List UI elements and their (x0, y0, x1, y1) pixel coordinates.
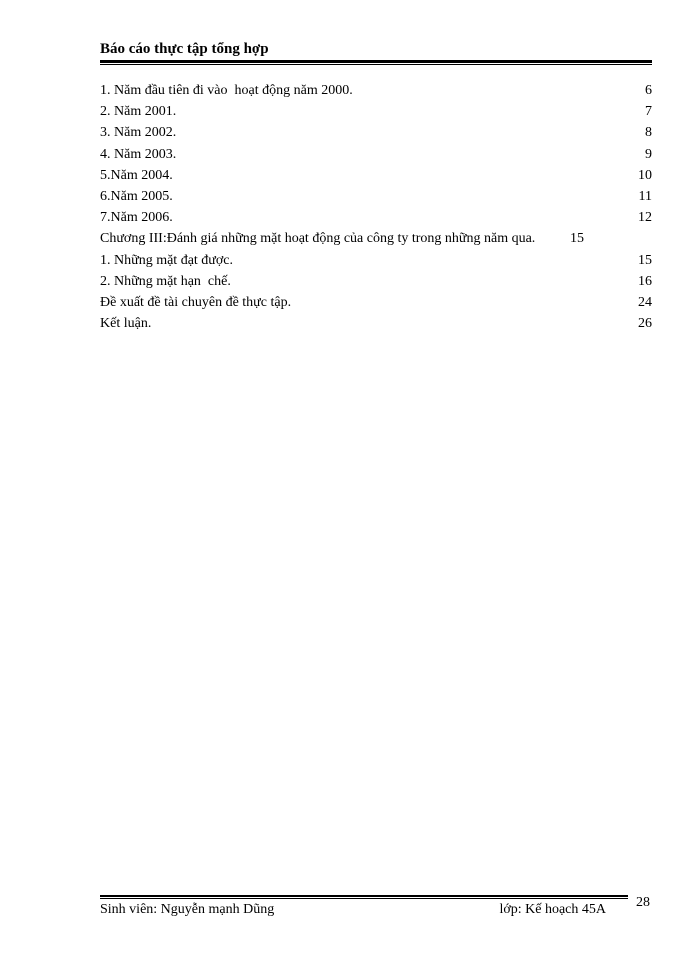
toc-entry-page: 24 (638, 295, 652, 311)
toc-entry-page: 7 (645, 104, 652, 120)
toc-entry-page: 15 (638, 252, 652, 268)
footer-student-name: Sinh viên: Nguyễn mạnh Dũng (100, 902, 275, 917)
page-footer (100, 900, 628, 920)
toc-entry-label: 5.Năm 2004. (100, 167, 173, 183)
toc-entry-label: 1. Năm đầu tiên đi vào hoạt động năm 2000. (100, 83, 353, 98)
toc-entry-label: 1. Những mặt đạt được. (100, 252, 233, 268)
header-rule-thick (100, 60, 652, 63)
toc-entry-label: 7.Năm 2006. (100, 210, 173, 226)
toc-entry-label: 2. Những mặt hạn chế. (100, 273, 231, 289)
toc-entry-label: 6.Năm 2005. (100, 189, 173, 205)
toc-entry (100, 144, 652, 165)
toc-entry (100, 250, 652, 271)
footer-rule-thin (100, 898, 628, 899)
toc-entry-page: 16 (638, 273, 652, 289)
toc-entry (100, 271, 652, 292)
page-number: 28 (636, 895, 650, 910)
toc-entry (100, 101, 652, 122)
toc-entry (100, 207, 652, 228)
toc-entry-page: 26 (638, 316, 652, 332)
toc-entry (100, 186, 652, 207)
toc-entry (100, 122, 652, 143)
toc-entry-page: 12 (638, 210, 652, 226)
toc-entry-page: 9 (645, 146, 652, 162)
page-header (100, 40, 650, 58)
toc-entry-label: Kết luận. (100, 316, 152, 332)
toc-entry (100, 165, 652, 186)
header-rule-thin (100, 64, 652, 65)
header-title: Báo cáo thực tập tổng hợp (100, 41, 269, 57)
table-of-contents (100, 80, 652, 334)
toc-entry-chapter (100, 228, 652, 249)
toc-entry-page: 15 (570, 231, 584, 247)
toc-entry (100, 313, 652, 334)
toc-entry-label: Chương III:Đánh giá những mặt hoạt động của công ty trong những năm qua. (100, 231, 536, 247)
toc-entry-page: 11 (638, 189, 652, 205)
toc-entry-page: 8 (645, 125, 652, 141)
footer-rule-thick (100, 895, 628, 897)
toc-entry-label: Đề xuất đề tài chuyên đề thực tập. (100, 295, 292, 311)
toc-entry-page: 6 (645, 83, 652, 98)
toc-entry (100, 80, 652, 101)
toc-entry-label: 2. Năm 2001. (100, 104, 177, 120)
toc-entry (100, 292, 652, 313)
footer-class-name: lớp: Kế hoạch 45A (499, 902, 606, 917)
toc-entry-page: 10 (638, 167, 652, 183)
toc-entry-label: 4. Năm 2003. (100, 146, 177, 162)
toc-entry-label: 3. Năm 2002. (100, 125, 177, 141)
